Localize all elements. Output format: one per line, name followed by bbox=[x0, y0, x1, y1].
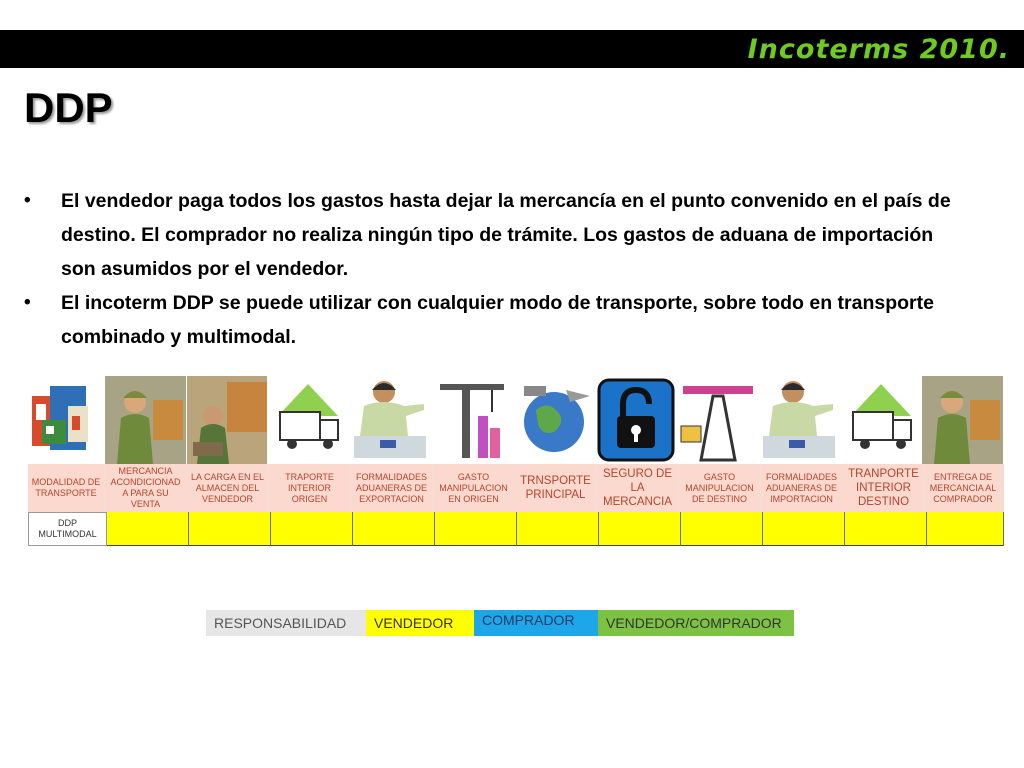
column-label: GASTO MANIPULACION DE DESTINO bbox=[679, 464, 761, 512]
column-label: TRNSPORTE PRINCIPAL bbox=[515, 464, 597, 512]
worker-boxes-icon bbox=[105, 376, 187, 464]
column-label: ENTREGA DE MERCANCIA AL COMPRADOR bbox=[925, 464, 1002, 512]
table-row bbox=[28, 512, 1004, 546]
slide-title: DDP bbox=[24, 84, 113, 131]
padlock-icon bbox=[595, 376, 677, 464]
incoterm-table bbox=[28, 376, 1004, 546]
legend-item-vendedor: VENDEDOR bbox=[366, 610, 474, 636]
worker-boxes-icon bbox=[922, 376, 1004, 464]
column-label: SEGURO DE LA MERCANCIA bbox=[597, 464, 679, 512]
legend-item-comprador: COMPRADOR bbox=[474, 610, 598, 636]
bullet-item bbox=[24, 286, 954, 354]
responsibility-cell bbox=[107, 512, 189, 546]
row-header: DDP MULTIMODAL bbox=[28, 512, 107, 546]
customs-officer-icon bbox=[759, 376, 841, 464]
responsibility-cell bbox=[763, 512, 845, 546]
column-labels bbox=[28, 464, 1004, 512]
responsibility-cell bbox=[927, 512, 1004, 546]
brand-title: Incoterms 2010. bbox=[747, 34, 1010, 65]
icon-row bbox=[28, 376, 1004, 464]
harbor-crane-icon bbox=[677, 376, 759, 464]
responsibility-cell bbox=[435, 512, 517, 546]
responsibility-cell bbox=[517, 512, 599, 546]
responsibility-cell bbox=[599, 512, 681, 546]
column-label: TRANPORTE INTERIOR DESTINO bbox=[843, 464, 925, 512]
crane-icon bbox=[432, 376, 514, 464]
globe-transport-icon bbox=[514, 376, 596, 464]
bullet-text: El incoterm DDP se puede utilizar con cualquier modo de transporte, sobre todo en transporte combinado y multimodal. bbox=[61, 292, 934, 348]
column-label: TRAPORTE INTERIOR ORIGEN bbox=[269, 464, 351, 512]
column-label: MERCANCIA ACONDICIONAD A PARA SU VENTA bbox=[105, 464, 187, 512]
legend-title: RESPONSABILIDAD bbox=[206, 610, 366, 636]
bullet-item bbox=[24, 184, 954, 286]
truck-icon bbox=[841, 376, 923, 464]
column-label: MODALIDAD DE TRANSPORTE bbox=[28, 464, 105, 512]
responsibility-cell bbox=[189, 512, 271, 546]
responsibility-cell bbox=[845, 512, 927, 546]
responsibility-cell bbox=[271, 512, 353, 546]
truck-icon bbox=[268, 376, 350, 464]
bullet-icon: • bbox=[24, 190, 31, 211]
warehouse-loading-icon bbox=[187, 376, 269, 464]
modal-building-icon bbox=[28, 376, 105, 464]
header-bar bbox=[0, 30, 1024, 68]
bullet-list bbox=[24, 184, 954, 354]
responsibility-cell bbox=[353, 512, 435, 546]
column-label: FORMALIDADES ADUANERAS DE EXPORTACION bbox=[351, 464, 433, 512]
column-label: LA CARGA EN EL ALMACEN DEL VENDEDOR bbox=[187, 464, 269, 512]
bullet-icon: • bbox=[24, 292, 31, 313]
column-label: GASTO MANIPULACION EN ORIGEN bbox=[433, 464, 515, 512]
responsibility-cell bbox=[681, 512, 763, 546]
bullet-text: El vendedor paga todos los gastos hasta dejar la mercancía en el punto convenido en el país de destino. El comprador no realiza ningún tipo de trámite. Los gastos de aduana de importación son asumidos por el vendedor. bbox=[61, 190, 951, 280]
customs-officer-icon bbox=[350, 376, 432, 464]
legend-item-vendedor-comprador: VENDEDOR/COMPRADOR bbox=[598, 610, 794, 636]
legend bbox=[206, 610, 794, 636]
column-label: FORMALIDADES ADUANERAS DE IMPORTACION bbox=[761, 464, 843, 512]
